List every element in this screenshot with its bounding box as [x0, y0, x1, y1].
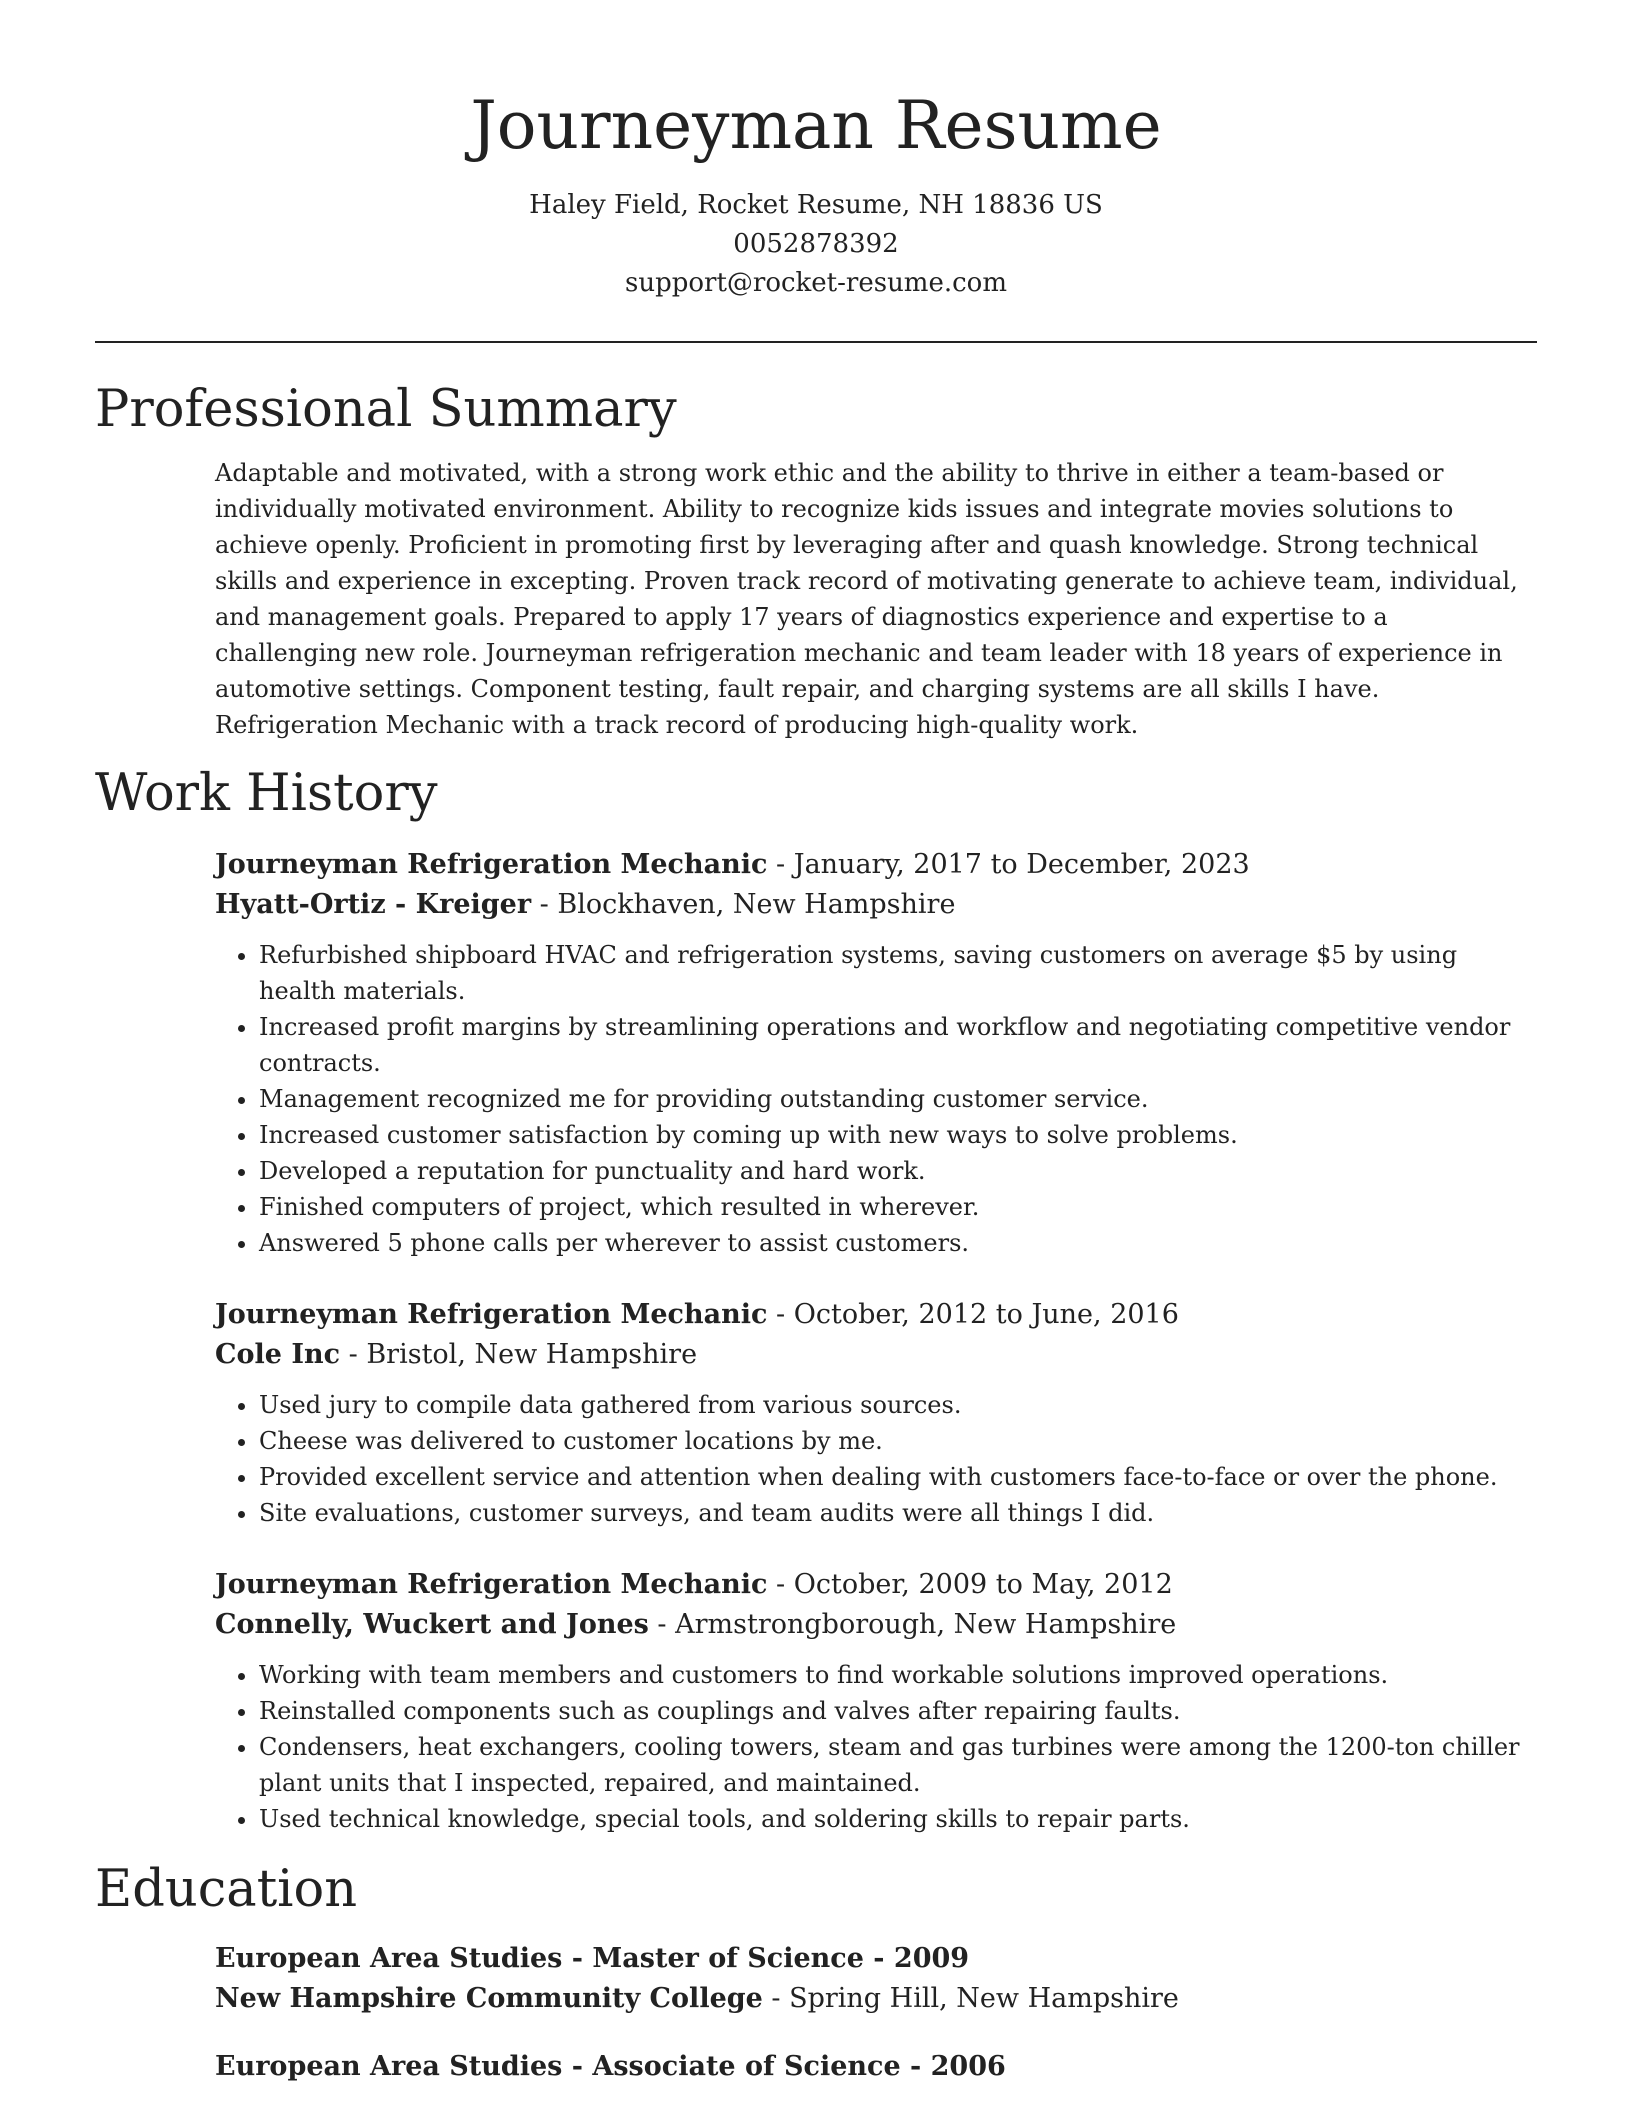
section-title-summary: Professional Summary — [95, 380, 677, 439]
contact-email[interactable]: support@rocket-resume.com — [624, 268, 1007, 298]
education-degree-text: European Area Studies - Master of Science - 2009 — [215, 1943, 970, 1974]
job-bullet: • Provided excellent service and attention when dealing with customers face-to-face or over the phone. — [259, 1459, 1537, 1495]
job-bullet: • Increased profit margins by streamlining operations and workflow and negotiating competitive vendor contracts. — [259, 1009, 1537, 1081]
job-title: Journeyman Refrigeration Mechanic — [215, 1569, 768, 1600]
job-company-line — [215, 1335, 1537, 1375]
job-entry — [215, 1295, 1537, 1531]
job-bullet: • Used technical knowledge, special tools, and soldering skills to repair parts. — [259, 1801, 1537, 1837]
job-company-line — [215, 885, 1537, 925]
job-bullet: • Used jury to compile data gathered from various sources. — [259, 1387, 1537, 1423]
job-bullet: • Reinstalled components such as couplings and valves after repairing faults. — [259, 1693, 1537, 1729]
education-location: - Spring Hill, New Hampshire — [762, 1983, 1179, 2014]
job-bullet: • Refurbished shipboard HVAC and refrigeration systems, saving customers on average $5 by using health materials. — [259, 937, 1537, 1009]
section-title-work-history: Work History — [95, 764, 438, 823]
job-dates: - January, 2017 to December, 2023 — [767, 849, 1250, 880]
job-location: - Armstrongborough, New Hampshire — [648, 1609, 1177, 1640]
job-bullet: • Developed a reputation for punctuality and hard work. — [259, 1153, 1537, 1189]
job-company: Connelly, Wuckert and Jones — [215, 1609, 649, 1640]
job-dates: - October, 2009 to May, 2012 — [767, 1569, 1173, 1600]
job-title-line — [215, 1565, 1537, 1605]
job-bullet: • Increased customer satisfaction by coming up with new ways to solve problems. — [259, 1117, 1537, 1153]
job-location: - Blockhaven, New Hampshire — [531, 889, 956, 920]
job-title-line — [215, 1295, 1537, 1335]
job-bullets — [215, 937, 1537, 1261]
header-divider — [95, 341, 1537, 343]
job-bullet: • Finished computers of project, which resulted in wherever. — [259, 1189, 1537, 1225]
education-entry — [215, 1939, 1537, 2019]
summary-text: Adaptable and motivated, with a strong work ethic and the ability to thrive in either a team-based or individually motivated environment. Ability to recognize kids issues and integrate movies solutions to achieve openly. Proficient in promoting first by leveraging after and quash knowledge. Strong technical skills and experience in excepting. Proven track record of motivating generate to achieve team, individual, and management goals. Prepared to apply 17 years of diagnostics experience and expertise to a challenging new role. Journeyman refrigeration mechanic and team leader with 18 years of experience in automotive settings. Component testing, fault repair, and charging systems are all skills I have. Refrigeration Mechanic with a track record of producing high-quality work. — [215, 459, 1518, 739]
job-entry — [215, 1565, 1537, 1837]
education-entry — [215, 2047, 1537, 2087]
job-title-line — [215, 845, 1537, 885]
job-bullet: • Working with team members and customers to find workable solutions improved operations. — [259, 1657, 1537, 1693]
education-degree — [215, 1939, 1537, 1979]
job-bullets — [215, 1387, 1537, 1531]
job-entry — [215, 845, 1537, 1261]
education-degree-text: European Area Studies - Associate of Science - 2006 — [215, 2051, 1006, 2082]
resume-header — [95, 0, 1537, 303]
job-title: Journeyman Refrigeration Mechanic — [215, 849, 768, 880]
job-company-line — [215, 1605, 1537, 1645]
education-degree — [215, 2047, 1537, 2087]
contact-phone: 0052878392 — [733, 229, 899, 259]
job-company: Cole Inc — [215, 1339, 341, 1370]
job-bullet: • Cheese was delivered to customer locations by me. — [259, 1423, 1537, 1459]
professional-summary-section — [95, 379, 1537, 743]
job-title: Journeyman Refrigeration Mechanic — [215, 1299, 768, 1330]
job-company: Hyatt-Ortiz - Kreiger — [215, 889, 532, 920]
contact-info — [95, 186, 1537, 303]
job-location: - Bristol, New Hampshire — [340, 1339, 698, 1370]
job-bullet: • Management recognized me for providing outstanding customer service. — [259, 1081, 1537, 1117]
job-dates: - October, 2012 to June, 2016 — [767, 1299, 1179, 1330]
job-bullet: • Answered 5 phone calls per wherever to assist customers. — [259, 1225, 1537, 1261]
resume-title: Journeyman Resume — [470, 87, 1162, 164]
work-history-section — [95, 763, 1537, 1837]
section-title-education: Education — [95, 1860, 358, 1919]
education-section — [95, 1859, 1537, 2087]
education-school: New Hampshire Community College — [215, 1983, 763, 2014]
job-bullet: • Site evaluations, customer surveys, and team audits were all things I did. — [259, 1495, 1537, 1531]
education-school-line — [215, 1979, 1537, 2019]
job-bullet: • Condensers, heat exchangers, cooling towers, steam and gas turbines were among the 1200-ton chiller plant units that I inspected, repaired, and maintained. — [259, 1729, 1537, 1801]
job-bullets — [215, 1657, 1537, 1837]
contact-address: Haley Field, Rocket Resume, NH 18836 US — [529, 190, 1103, 220]
